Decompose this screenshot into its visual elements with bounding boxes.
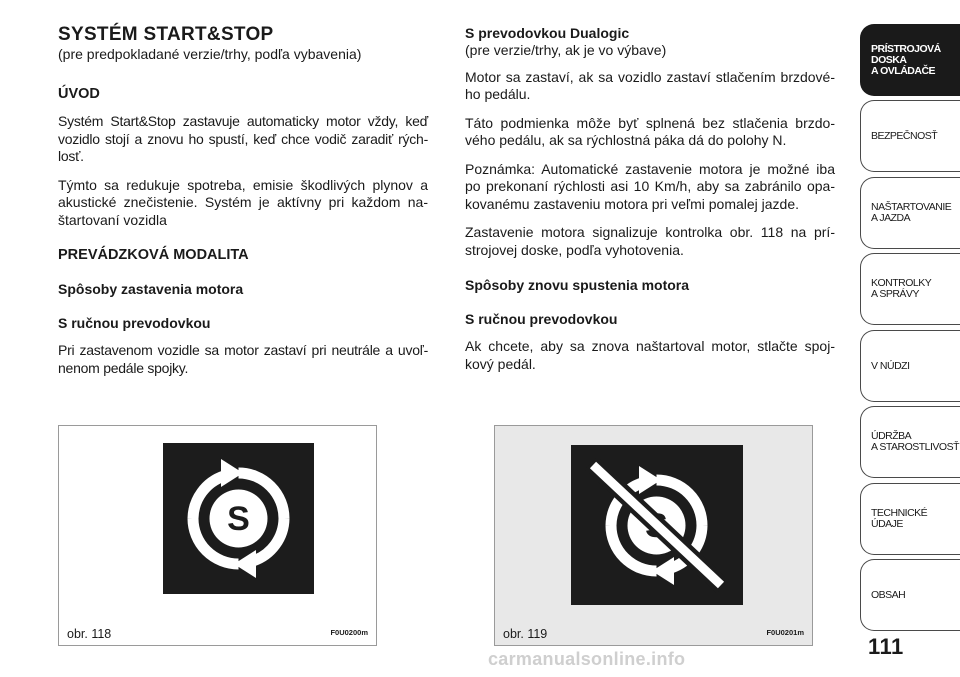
start-stop-off-symbol-panel: [571, 445, 743, 605]
stop-heading: Spôsoby zastavenia motora: [58, 281, 244, 297]
symbol-letter: S: [227, 500, 250, 538]
mode-heading: PREVÁDZKOVÁ MODALITA: [58, 247, 249, 263]
intro-paragraph-2: Týmto sa redukuje spotreba, emisie škodlivých plynov a akustické znečistenie. Systém je aktívny pri každom na-štartovaní vozidla: [58, 176, 428, 228]
section-subtitle: (pre predpokladané verzie/trhy, podľa vybavenia): [58, 46, 362, 62]
tab-technicke-udaje[interactable]: TECHNICKÉ ÚDAJE: [860, 483, 960, 555]
page-number: 111: [868, 634, 904, 659]
figure-code: F0U0201m: [766, 628, 804, 637]
tab-kontrolky[interactable]: KONTROLKY A SPRÁVY: [860, 253, 960, 325]
restart-heading: Spôsoby znovu spustenia motora: [465, 277, 690, 293]
section-title: SYSTÉM START&STOP: [58, 24, 274, 45]
restart-manual-heading: S ručnou prevodovkou: [465, 311, 618, 327]
tab-nastartovanie[interactable]: NAŠTARTOVANIE A JAZDA: [860, 177, 960, 249]
chapter-tabs: [860, 24, 960, 639]
dualogic-paragraph-4: Zastavenie motora signalizuje kontrolka obr. 118 na prí-strojovej doske, podľa vyhotovenia.: [465, 224, 835, 258]
start-stop-off-icon: [571, 445, 743, 605]
dualogic-paragraph-1: Motor sa zastaví, ak sa vozidlo zastaví stlačením brzdové-ho pedálu.: [465, 68, 835, 102]
start-stop-symbol-panel: [163, 443, 314, 594]
figure-118: [58, 425, 377, 646]
watermark: carmanualsonline.info: [488, 649, 686, 669]
tab-v-nudzi[interactable]: V NÚDZI: [860, 330, 960, 402]
figure-code: F0U0200m: [330, 628, 368, 637]
dualogic-heading: S prevodovkou Dualogic: [465, 25, 630, 41]
figure-119: [494, 425, 813, 646]
left-column: [58, 24, 428, 388]
figure-caption: obr. 119: [503, 627, 548, 641]
manual-paragraph: Pri zastavenom vozidle sa motor zastaví pri neutrále a uvoľ-nenom pedále spojky.: [58, 342, 428, 376]
intro-heading: ÚVOD: [58, 86, 100, 102]
manual-heading: S ručnou prevodovkou: [58, 315, 211, 331]
dualogic-subtitle: (pre verzie/trhy, ak je vo výbave): [465, 42, 667, 58]
figure-caption: obr. 118: [67, 627, 112, 641]
tab-bezpecnost[interactable]: BEZPEČNOSŤ: [860, 100, 960, 172]
tab-obsah[interactable]: OBSAH: [860, 559, 960, 631]
right-column: [465, 24, 835, 384]
intro-paragraph-1: Systém Start&Stop zastavuje automaticky motor vždy, keď vozidlo stojí a znovu ho spustí, keď chce vodič zaradiť rých-losť.: [58, 113, 428, 164]
restart-manual-paragraph: Ak chcete, aby sa znova naštartoval motor, stlačte spoj-kový pedál.: [465, 338, 835, 372]
tab-pristrojova-doska[interactable]: PRÍSTROJOVÁ DOSKA A OVLÁDAČE: [860, 24, 960, 96]
dualogic-paragraph-3: Poznámka: Automatické zastavenie motora je možné iba po prekonaní rýchlosti asi 10 Km/h, aby sa zabránilo opa-kovanému zastaveniu motora pri veľmi pomalej jazde.: [465, 160, 835, 212]
tab-udrzba[interactable]: ÚDRŽBA A STAROSTLIVOSŤ: [860, 406, 960, 478]
start-stop-icon: [163, 443, 314, 594]
dualogic-paragraph-2: Táto podmienka môže byť splnená bez stlačenia brzdo-vého pedálu, ak sa rýchlostná páka dá do polohy N.: [465, 114, 835, 148]
